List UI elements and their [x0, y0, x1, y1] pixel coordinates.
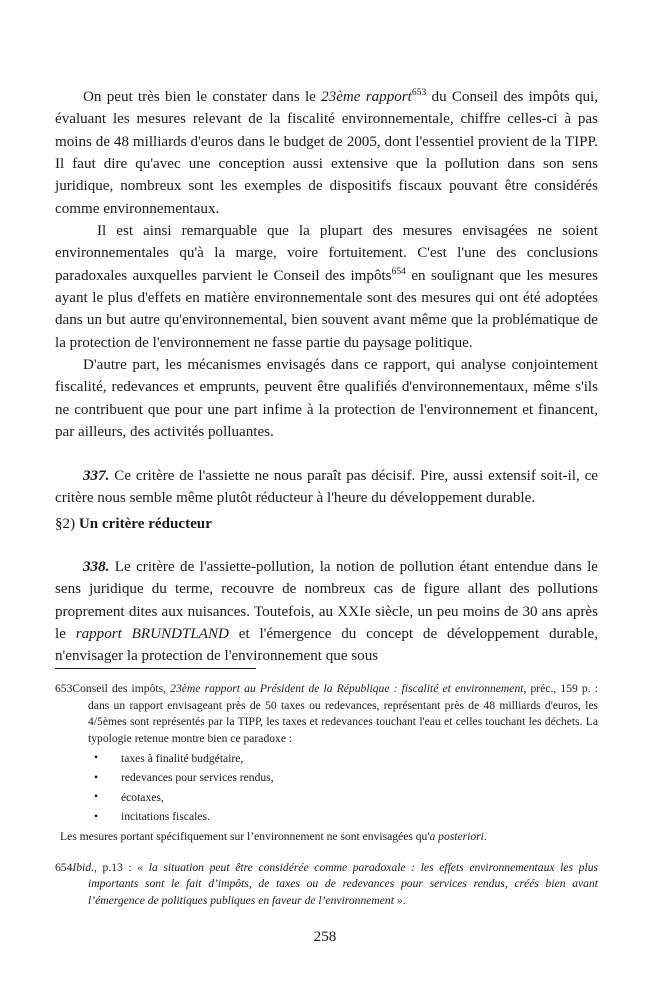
list-item-label: redevances pour services rendus, [121, 771, 274, 785]
text-run: rapport BRUNDTLAND [75, 626, 229, 643]
body-text-block-2 [55, 556, 598, 668]
text-run: , p.13 : [93, 860, 138, 874]
para-337 [55, 465, 598, 510]
text-run: 337. [83, 467, 110, 484]
footnote-separator-rule [55, 668, 256, 669]
footnote-number[interactable]: 654 [55, 860, 73, 874]
text-run: . [483, 829, 487, 843]
footnote-number[interactable]: 653 [55, 682, 73, 695]
footnote-text [55, 681, 598, 748]
footnote-654 [55, 860, 598, 910]
text-run: Ibid. [72, 860, 94, 874]
text-run: « la situation peut être considérée comme paradoxale : les effets environnementaux les plus importants sont le fait d’impôts, de taxes ou de redevances pour services rendus, créés bien avant l’émergence de politiques publiques en faveur de l’environnement » [88, 860, 599, 907]
page-number: 258 [313, 929, 337, 945]
bullet-icon: • [94, 809, 99, 823]
bullet-icon: • [94, 751, 99, 765]
list-item-label: taxes à finalité budgétaire, [121, 751, 244, 765]
body-text-block [55, 86, 598, 509]
bullet-icon: • [94, 790, 99, 804]
list-item [55, 788, 598, 808]
list-item-label: écotaxes, [121, 790, 164, 804]
footnote-list [55, 681, 598, 910]
text-run: Les mesures portant spécifiquement sur l’environnement ne sont envisagées qu' [60, 829, 430, 843]
text-run: 338. [83, 559, 110, 575]
text-run: 23ème rapport [321, 89, 412, 105]
text-run: Il est ainsi remarquable que la plupart des mesures envisagées ne soient environnementales qu'à la marge, voire fortuitement. C'est l'une des conclusions paradoxales auxquelles parvient le Conseil des impôts [55, 223, 598, 284]
footnote-bullet-list [55, 749, 598, 827]
footnote-area [55, 668, 598, 910]
list-item [55, 768, 598, 788]
text-run: On peut très bien le constater dans le [83, 89, 322, 105]
para-338 [55, 556, 598, 668]
footnote-reference-653[interactable]: 653 [411, 86, 427, 98]
para-conseil-des-impots [55, 86, 598, 220]
text-run: D'autre part, les mécanismes envisagés dans ce rapport, qui analyse conjointement fiscalité, redevances et emprunts, peuvent être qualifiés d'environnementaux, même s'ils ne contribuent que pour une part infime à la protection de l'environnement et financent, par ailleurs, des activités polluantes. [55, 357, 598, 441]
bullet-icon: • [94, 770, 99, 784]
text-run: , préc., 159 p. : dans un rapport envisageant près de 50 taxes ou redevances, représentant près de 48 milliards d'euros, les 4/5èmes sont représentés par la TIPP, les taxes et redevances touchant l'eau et celles touchant les déchets. La typologie retenue montre bien ce paradoxe : [88, 682, 598, 746]
text-run: 23ème rapport au Président de la République : fiscalité et environnement [170, 682, 524, 695]
footnote-text [55, 860, 598, 910]
section-heading [55, 514, 598, 534]
text-run: a posteriori [429, 829, 484, 843]
section-number: §2) [55, 516, 76, 532]
list-item-label: incitations fiscales. [121, 810, 210, 824]
section-title: Un critère réducteur [78, 516, 212, 532]
text-run: . [402, 893, 406, 907]
footnote-653 [55, 681, 598, 846]
para-autre-part [55, 354, 598, 443]
text-run: en soulignant que les mesures ayant le plus d'effets en matière environnementale sont des mesures qui ont été adoptées dans un but autre qu'environnemental, bien souvent avant même que la problématique de la protection de l'environnement ne fasse partie du paysage politique. [55, 267, 598, 351]
text-run: Conseil des impôts, [72, 682, 171, 695]
list-item [55, 807, 598, 827]
text-run: Ce critère de l'assiette ne nous paraît pas décisif. Pire, aussi extensif soit-il, ce critère nous semble même plutôt réducteur à l'heure du développement durable. [55, 467, 598, 506]
footnote-reference-654[interactable]: 654 [391, 265, 406, 277]
text-run: et l'émergence du concept de développement durable, n'envisager la protection de l'environnement que sous [55, 626, 598, 665]
text-run: du Conseil des impôts qui, évaluant les mesures relevant de la fiscalité environnementale, chiffre celles-ci à pas moins de 48 milliards d'euros dans le budget de 2005, dont l'essentiel provient de la TIPP. Il faut dire qu'avec une conception aussi extensive que la pollution dans son sens juridique, nombreux sont les exemples de dispositifs fiscaux pouvant être considérés comme environnementaux. [55, 89, 599, 217]
list-item [55, 749, 598, 769]
text-run: Le critère de l'assiette-pollution, la notion de pollution étant entendue dans le sens juridique du terme, recouvre de nombreux cas de figure allant des pollutions proprement dites aux nuisances. Toutefois, au XXIe siècle, un peu moins de 30 ans après le [55, 559, 598, 643]
para-remarquable [55, 220, 598, 354]
footnote-closing-line [55, 829, 598, 846]
